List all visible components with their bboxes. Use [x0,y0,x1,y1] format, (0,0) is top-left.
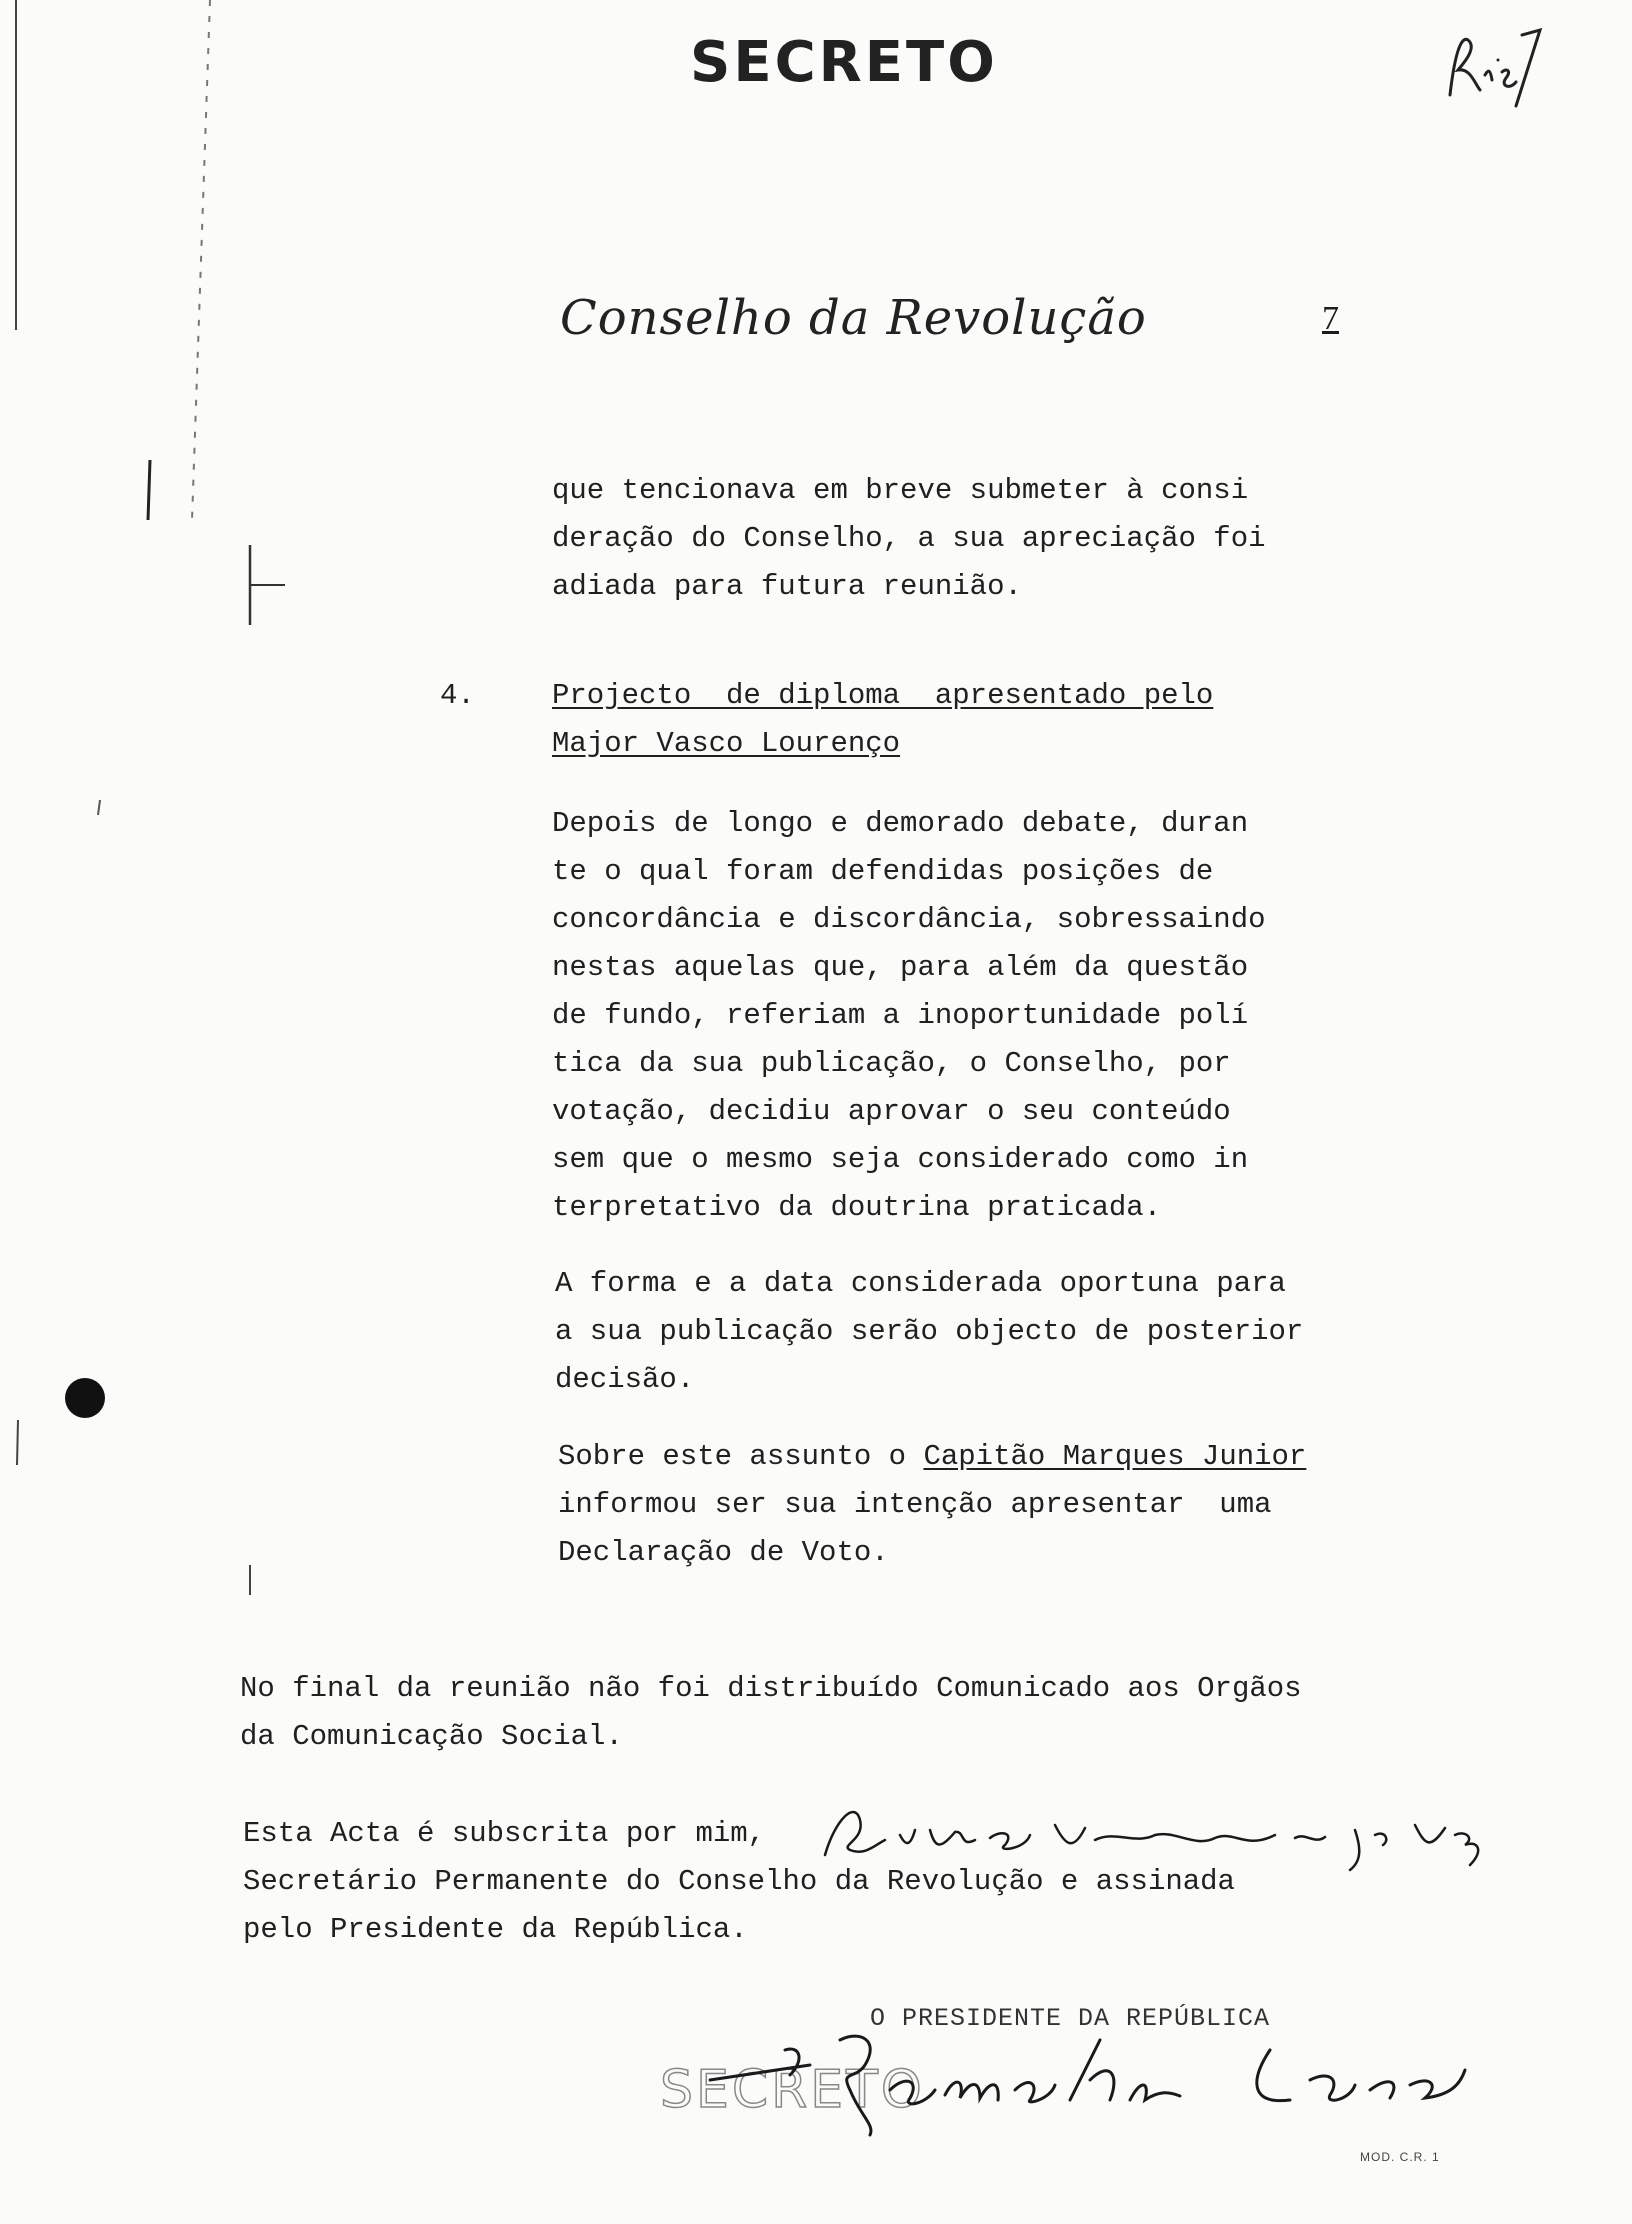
item-heading [552,672,1213,768]
letterhead-title: Conselho da Revolução [560,290,1147,346]
text-line: A forma e a data considerada oportuna para [555,1267,1286,1300]
underlined-name: Capitão Marques Junior [923,1440,1307,1473]
secret-stamp-top: SECRETO [690,30,998,95]
text-line: a sua publicação serão objecto de posterior [555,1315,1304,1348]
secret-stamp-bottom: SECRETO [660,2060,925,2120]
text-line: que tencionava em breve submeter à consi [552,474,1249,507]
handwritten-initials [1440,20,1550,110]
text-line: te o qual foram defendidas posições de [552,855,1214,888]
item-number: 4. [440,679,475,712]
text-line: da Comunicação Social. [240,1720,623,1753]
item4-paragraph-3 [558,1433,1306,1577]
text-line: Secretário Permanente do Conselho da Revolução e assinada [243,1865,1235,1898]
form-code: MOD. C.R. 1 [1360,2150,1440,2164]
text-line: Esta Acta é subscrita por mim, [243,1817,766,1850]
text-line: Declaração de Voto. [558,1536,889,1569]
page-number: 7 [1322,300,1339,337]
text-line: decisão. [555,1363,695,1396]
heading-line: Major Vasco Lourenço [552,727,901,760]
text-line: Depois de longo e demorado debate, duran [552,807,1249,840]
initials-text: Rui [1440,20,1442,21]
text-line: terpretativo da doutrina praticada. [552,1191,1162,1224]
item4-paragraph-2 [555,1260,1303,1404]
text-line [558,1433,1306,1481]
text-line: No final da reunião não foi distribuído Comunicado aos Orgãos [240,1672,1302,1705]
text-line: concordância e discordância, sobressaindo [552,903,1266,936]
item4-paragraph-1 [552,800,1266,1232]
text-line: informou ser sua intenção apresentar uma [558,1488,1272,1521]
text-fragment: Sobre este assunto o [558,1440,924,1473]
text-line: nestas aquelas que, para além da questão [552,951,1249,984]
text-line: sem que o mesmo seja considerado como in [552,1143,1249,1176]
closing-paragraph-1 [240,1665,1302,1761]
text-line: de fundo, referiam a inoportunidade polí [552,999,1249,1032]
closing-paragraph-2 [243,1810,1235,1954]
text-line: adiada para futura reunião. [552,570,1022,603]
heading-line: Projecto de diploma apresentado pelo [552,679,1214,712]
continued-paragraph [552,467,1266,611]
text-line: pelo Presidente da República. [243,1913,748,1946]
president-label: O PRESIDENTE DA REPÚBLICA [870,2004,1271,2033]
text-line: tica da sua publicação, o Conselho, por [552,1047,1231,1080]
text-line: votação, decidiu aprovar o seu conteúdo [552,1095,1231,1128]
text-line: deração do Conselho, a sua apreciação foi [552,522,1266,555]
